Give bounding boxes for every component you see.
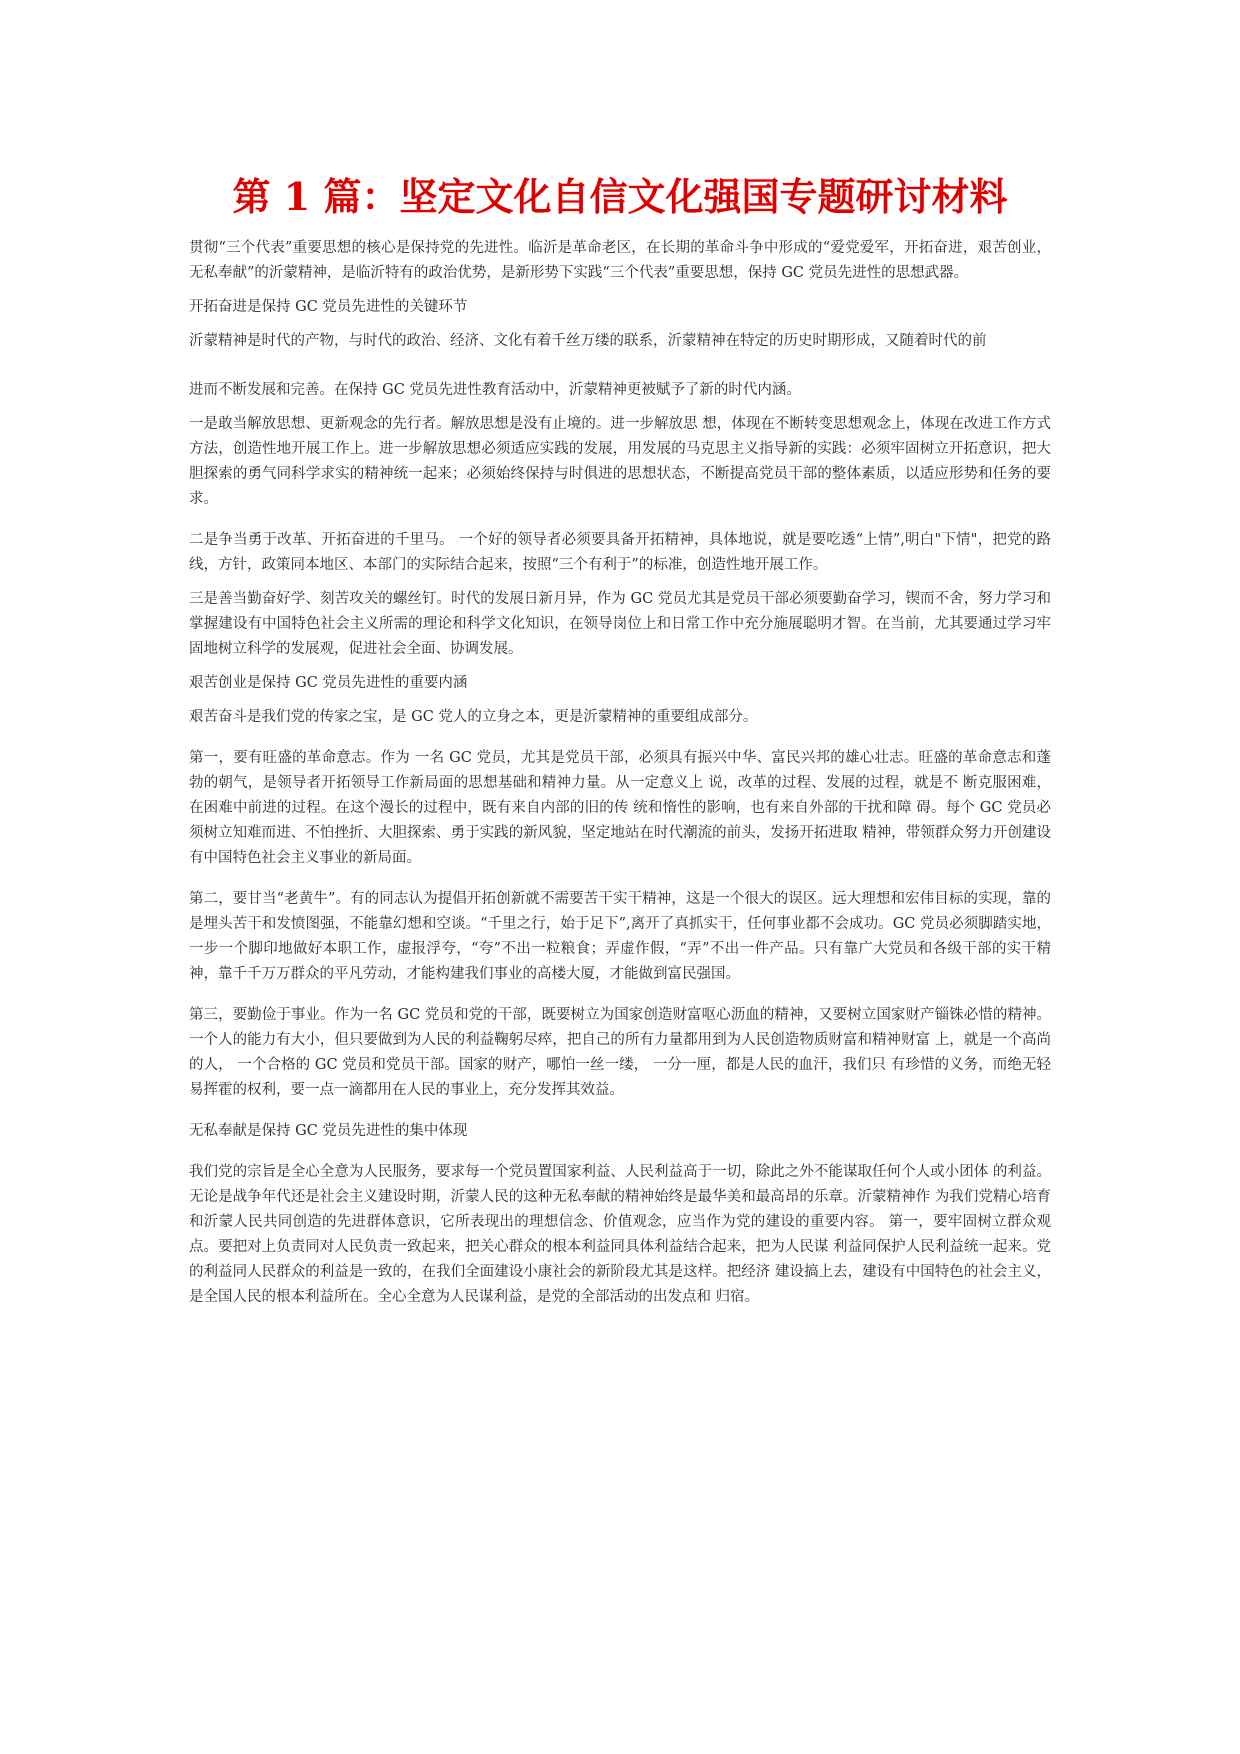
section-heading-1: 开拓奋进是保持 GC 党员先进性的关键环节: [189, 299, 468, 315]
paragraph: 二是争当勇于改革、开拓奋进的千里马。 一个好的领导者必须要具备开拓精神，具体地说，就是要吃透“上情”,明白"下情"，把党的路线，方针，政策同本地区、本部门的实际结合起来，按照“三个有利于”的标准，创造性地开展工作。: [189, 532, 1051, 573]
paragraph: 三是善当勤奋好学、刻苦攻关的螺丝钉。时代的发展日新月异，作为 GC 党员尤其是党员干部必须要勤奋学习，锲而不舍，努力学习和掌握建设有中国特色社会主义所需的理论和科学文化知识，在领导岗位上和日常工作中充分施展聪明才智。在当前，尤其要通过学习牢固地树立科学的发展观，促进社会全面、协调发展。: [189, 591, 1051, 657]
paragraph-intro: 贯彻“三个代表”重要思想的核心是保持党的先进性。临沂是革命老区，在长期的革命斗争中形成的“爱党爱军，开拓奋进，艰苦创业，无私奉献”的沂蒙精神，是临沂特有的政治优势，是新形势下实践“三个代表”重要思想，保持 GC 党员先进性的思想武器。: [189, 240, 1051, 281]
document-title: 第 1 篇：坚定文化自信文化强国专题研讨材料: [232, 174, 1008, 219]
paragraph: 沂蒙精神是时代的产物，与时代的政治、经济、文化有着千丝万缕的联系，沂蒙精神在特定的历史时期形成，又随着时代的前: [189, 333, 987, 349]
document-body: [189, 236, 1051, 1319]
paragraph: 第一，要有旺盛的革命意志。作为 一名 GC 党员，尤其是党员干部，必须具有振兴中华、富民兴邦的雄心壮志。旺盛的革命意志和蓬勃的朝气，是领导者开拓领导工作新局面的思想基础和精神力量。从一定意义上 说，改革的过程、发展的过程，就是不 断克服困难，在困难中前进的过程。在这个漫长的过程中，既有来自内部的旧的传 统和惰性的影响，也有来自外部的干扰和障 碍。每个 GC 党员必须树立知难而进、不怕挫折、大胆探索、勇于实践的新风貌，坚定地站在时代潮流的前头，发扬开拓进取 精神，带领群众努力开创建设有中国特色社会主义事业的新局面。: [189, 750, 1051, 866]
paragraph: 我们党的宗旨是全心全意为人民服务，要求每一个党员置国家利益、人民利益高于一切，除此之外不能谋取任何个人或小团体 的利益。无论是战争年代还是社会主义建设时期，沂蒙人民的这种无私奉献的精神始终是最华美和最高昂的乐章。沂蒙精神作 为我们党精心培育和沂蒙人民共同创造的先进群体意识，它所表现出的理想信念、价值观念，应当作为党的建设的重要内容。 第一，要牢固树立群众观点。要把对上负责同对人民负责一致起来，把关心群众的根本利益同具体利益结合起来，把为人民谋 利益同保护人民利益统一起来。党的利益同人民群众的利益是一致的，在我们全面建设小康社会的新阶段尤其是这样。把经济 建设搞上去，建设有中国特色的社会主义，是全国人民的根本利益所在。全心全意为人民谋利益，是党的全部活动的出发点和 归宿。: [189, 1164, 1051, 1305]
paragraph: 第二，要甘当“老黄牛”。有的同志认为提倡开拓创新就不需要苦干实干精神，这是一个很大的误区。远大理想和宏伟目标的实现，靠的是埋头苦干和发愤图强，不能靠幻想和空谈。“千里之行，始于足下”,离开了真抓实干，任何事业都不会成功。GC 党员必须脚踏实地， 一步一个脚印地做好本职工作，虚报浮夸，“夸”不出一粒粮食；弄虚作假，“弄”不出一件产品。只有靠广大党员和各级干部的实干精神，靠千千万万群众的平凡劳动，才能构建我们事业的高楼大厦，才能做到富民强国。: [189, 891, 1051, 982]
paragraph: 艰苦奋斗是我们党的传家之宝，是 GC 党人的立身之本，更是沂蒙精神的重要组成部分。: [189, 709, 758, 725]
paragraph: 进而不断发展和完善。在保持 GC 党员先进性教育活动中，沂蒙精神更被赋予了新的时代内涵。: [189, 382, 801, 398]
section-heading-3: 无私奉献是保持 GC 党员先进性的集中体现: [189, 1123, 468, 1139]
section-heading-2: 艰苦创业是保持 GC 党员先进性的重要内涵: [189, 675, 468, 691]
paragraph: 第三，要勤俭于事业。作为一名 GC 党员和党的干部，既要树立为国家创造财富呕心沥血的精神，又要树立国家财产锱铢必惜的精神。 一个人的能力有大小，但只要做到为人民的利益鞠躬尽瘁，把自己的所有力量都用到为人民创造物质财富和精神财富 上，就是一个高尚的人， 一个合格的 GC 党员和党员干部。国家的财产，哪怕一丝一缕， 一分一厘，都是人民的血汗，我们只 有珍惜的义务，而绝无轻易挥霍的权利，要一点一滴都用在人民的事业上，充分发挥其效益。: [189, 1007, 1051, 1098]
paragraph: 一是敢当解放思想、更新观念的先行者。解放思想是没有止境的。进一步解放思 想，体现在不断转变思想观念上，体现在改进工作方式方法，创造性地开展工作上。进一步解放思想必须适应实践的发展，用发展的马克思主义指导新的实践：必须牢固树立开拓意识，把大胆探索的勇气同科学求实的精神统一起来；必须始终保持与时俱进的思想状态，不断提高党员干部的整体素质，以适应形势和任务的要求。: [189, 416, 1051, 507]
